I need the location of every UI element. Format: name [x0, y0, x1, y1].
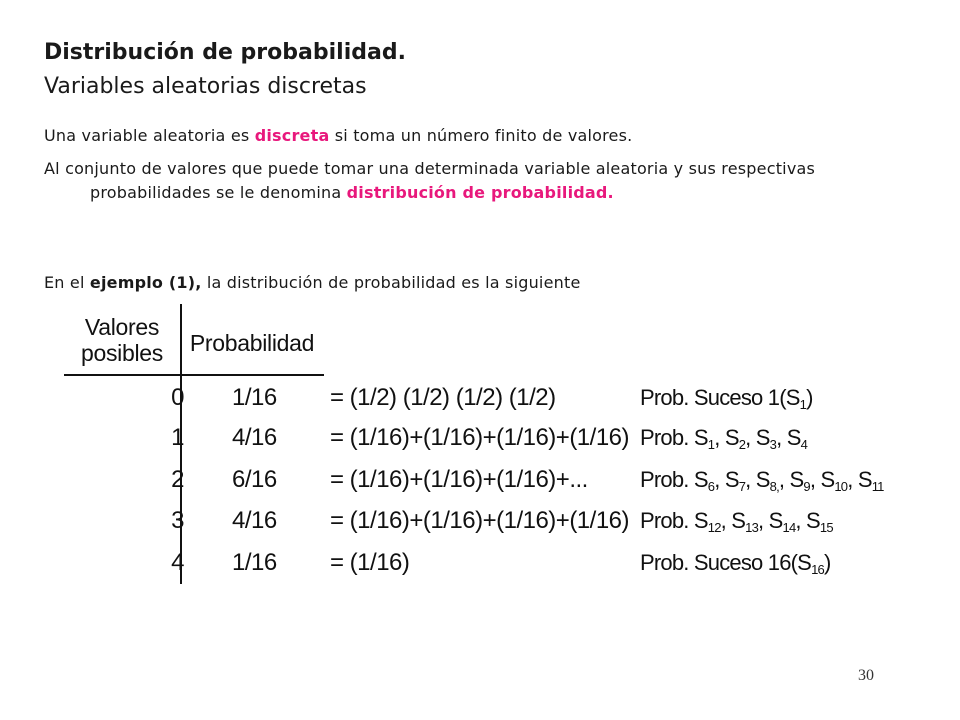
highlight-term: discreta — [254, 126, 330, 145]
note-subscript: 14 — [782, 520, 796, 535]
header-probability: Probabilidad — [189, 330, 315, 356]
note-text: , S — [778, 467, 804, 492]
note-subscript: 1 — [707, 437, 715, 452]
note-subscript: 3 — [769, 437, 777, 452]
note-text: Prob. Suceso 1(S — [640, 385, 800, 410]
header-values — [66, 314, 178, 366]
header-values-line: posibles — [81, 340, 163, 366]
row-expression: = (1/16)+(1/16)+(1/16)+(1/16) — [330, 507, 630, 534]
note-subscript: 13 — [745, 520, 759, 535]
note-subscript: 11 — [871, 479, 884, 494]
row-note — [640, 466, 884, 494]
note-subscript: 9 — [803, 479, 810, 494]
note-subscript: 15 — [819, 520, 833, 535]
note-text: Prob. S — [640, 467, 708, 492]
row-note — [640, 507, 833, 535]
note-text: , S — [720, 508, 746, 533]
row-note — [640, 549, 830, 577]
note-subscript: 8, — [769, 479, 779, 494]
note-subscript: 7 — [738, 479, 746, 494]
text-span: si toma un número finito de valores. — [329, 126, 633, 145]
note-text: ) — [823, 550, 831, 575]
note-text: Prob. S — [640, 508, 708, 533]
paragraph-example — [44, 271, 580, 295]
header-values-line: Valores — [84, 314, 160, 340]
highlight-term: distribución de probabilidad. — [346, 183, 614, 202]
row-expression: = (1/16)+(1/16)+(1/16)+(1/16) — [330, 424, 630, 451]
note-subscript: 16 — [811, 562, 824, 577]
bold-term: ejemplo (1), — [89, 273, 202, 292]
row-note — [640, 384, 813, 412]
row-expression: = (1/16) — [330, 549, 410, 576]
row-probability: 4/16 — [232, 507, 277, 534]
row-value: 1 — [171, 424, 184, 451]
row-probability: 6/16 — [232, 466, 277, 493]
row-value: 0 — [171, 384, 184, 411]
note-subscript: 10 — [834, 479, 848, 494]
row-probability: 1/16 — [232, 549, 277, 576]
text-span: Una variable aleatoria es — [44, 126, 255, 145]
note-text: Prob. Suceso 16(S — [640, 550, 812, 575]
page-number: 30 — [858, 667, 874, 684]
text-span: la distribución de probabilidad es la siguiente — [201, 273, 581, 292]
row-value: 4 — [171, 549, 184, 576]
row-expression: = (1/16)+(1/16)+(1/16)+... — [330, 466, 588, 493]
slide-subtitle: Variables aleatorias discretas — [44, 74, 367, 99]
note-subscript: 1 — [799, 397, 807, 412]
note-subscript: 2 — [738, 437, 746, 452]
slide-title: Distribución de probabilidad. — [44, 40, 406, 65]
row-expression: = (1/2) (1/2) (1/2) (1/2) — [330, 384, 556, 411]
note-text: , S — [758, 508, 783, 533]
note-text: , S — [809, 467, 835, 492]
note-subscript: 4 — [800, 437, 808, 452]
note-text: , S — [745, 467, 770, 492]
header-divider — [64, 374, 324, 376]
row-value: 3 — [171, 507, 184, 534]
note-subscript: 6 — [707, 479, 715, 494]
note-text: , S — [745, 425, 770, 450]
note-text: , S — [714, 467, 739, 492]
row-probability: 4/16 — [232, 424, 277, 451]
row-probability: 1/16 — [232, 384, 277, 411]
note-text: , S — [776, 425, 801, 450]
text-span: Al conjunto de valores que puede tomar una determinada variable aleatoria y sus respectivas probabilidades se le denomina — [44, 159, 816, 202]
paragraph-definition — [44, 124, 632, 148]
row-value: 2 — [171, 466, 184, 493]
note-text: Prob. S — [640, 425, 708, 450]
note-text: , S — [795, 508, 820, 533]
note-text: ) — [806, 385, 813, 410]
note-subscript: 12 — [707, 520, 721, 535]
text-span: En el — [44, 273, 90, 292]
note-text: , S — [714, 425, 739, 450]
row-note — [640, 424, 807, 452]
paragraph-distribution — [44, 157, 884, 205]
note-text: , S — [847, 467, 872, 492]
